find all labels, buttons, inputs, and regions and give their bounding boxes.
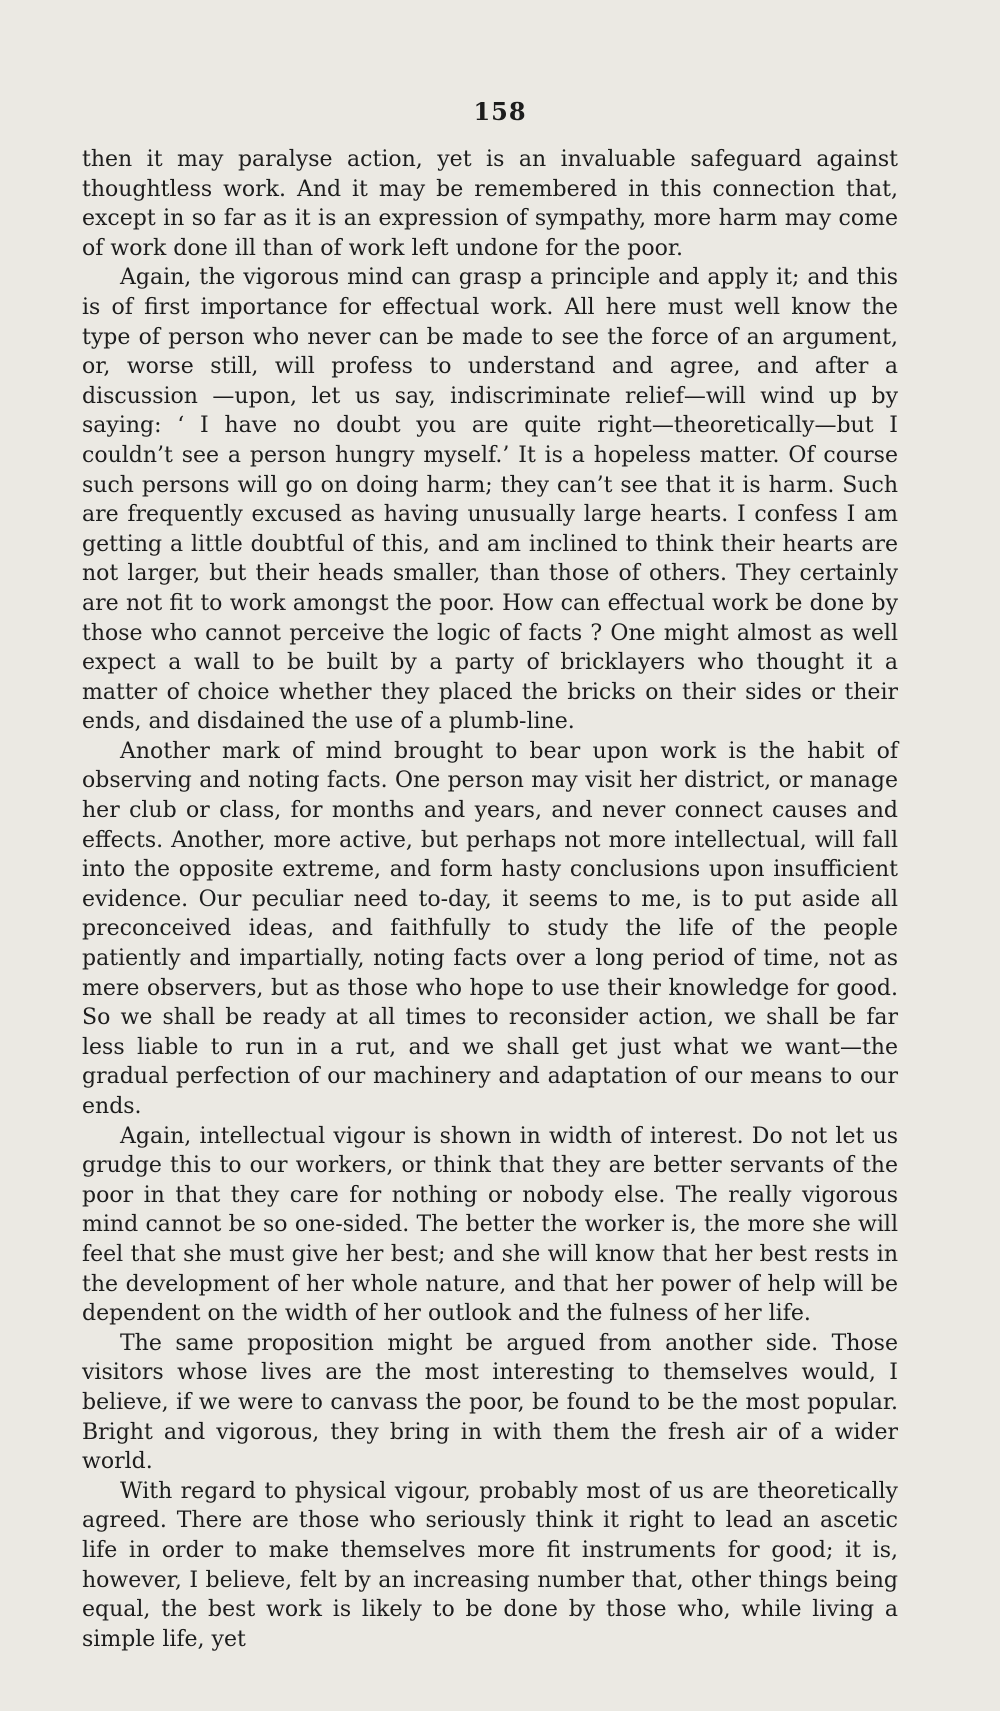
paragraph-4: Again, intellectual vigour is shown in width of interest. Do not let us grudge this to our workers, or think that they are better servants of the poor in that they care for nothing or nobody else. The really vigorous mind cannot be so one-sided. The better the worker is, the more she will feel that she must give her best; and she will know that her best rests in the development of her whole nature, and that her power of help will be dependent on the width of her outlook and the fulness of her life.: [82, 1123, 898, 1327]
paragraph-1: then it may paralyse action, yet is an invaluable safeguard against thoughtless work. And it may be remembered in this connection that, except in so far as it is an expression of sympathy, more harm may come of work done ill than of work left undone for the poor.: [82, 147, 898, 261]
paragraph-5: The same proposition might be argued from another side. Those visitors whose lives are the most interesting to themselves would, I believe, if we were to canvass the poor, be found to be the most popular. Bright and vigorous, they bring in with them the fresh air of a wider world.: [82, 1330, 898, 1475]
paragraph-6: With regard to physical vigour, probably most of us are theoretically agreed. There are those who seriously think it right to lead an ascetic life in order to make themselves more fit instruments for good; it is, however, I believe, felt by an increasing number that, other things being equal, the best work is likely to be done by those who, while living a simple life, yet: [82, 1478, 898, 1652]
page-number: 158: [473, 97, 527, 126]
page-body-text: [82, 145, 898, 1654]
paragraph-3: Another mark of mind brought to bear upon work is the habit of observing and noting facts. One person may visit her district, or manage her club or class, for months and years, and never connect causes and effects. Another, more active, but perhaps not more intellectual, will fall into the opposite extreme, and form hasty conclusions upon insufficient evidence. Our peculiar need to-day, it seems to me, is to put aside all preconceived ideas, and faithfully to study the life of the people patiently and impartially, noting facts over a long period of time, not as mere observers, but as those who hope to use their knowledge for good. So we shall be ready at all times to reconsider action, we shall be far less liable to run in a rut, and we shall get just what we want—the gradual perfection of our machinery and adaptation of our means to our ends.: [82, 738, 898, 1119]
paragraph-2: Again, the vigorous mind can grasp a principle and apply it; and this is of first importance for effectual work. All here must well know the type of person who never can be made to see the force of an argument, or, worse still, will profess to understand and agree, and after a discussion —upon, let us say, indiscriminate relief—will wind up by saying: ‘ I have no doubt you are quite right—theoretically—but I couldn’t see a person hungry myself.’ It is a hopeless matter. Of course such persons will go on doing harm; they can’t see that it is harm. Such are frequently excused as having unusually large hearts. I confess I am getting a little doubtful of this, and am inclined to think their hearts are not larger, but their heads smaller, than those of others. They certainly are not fit to work amongst the poor. How can effectual work be done by those who cannot perceive the logic of facts ? One might almost as well expect a wall to be built by a party of bricklayers who thought it a matter of choice whether they placed the bricks on their sides or their ends, and disdained the use of a plumb-line.: [82, 265, 898, 735]
